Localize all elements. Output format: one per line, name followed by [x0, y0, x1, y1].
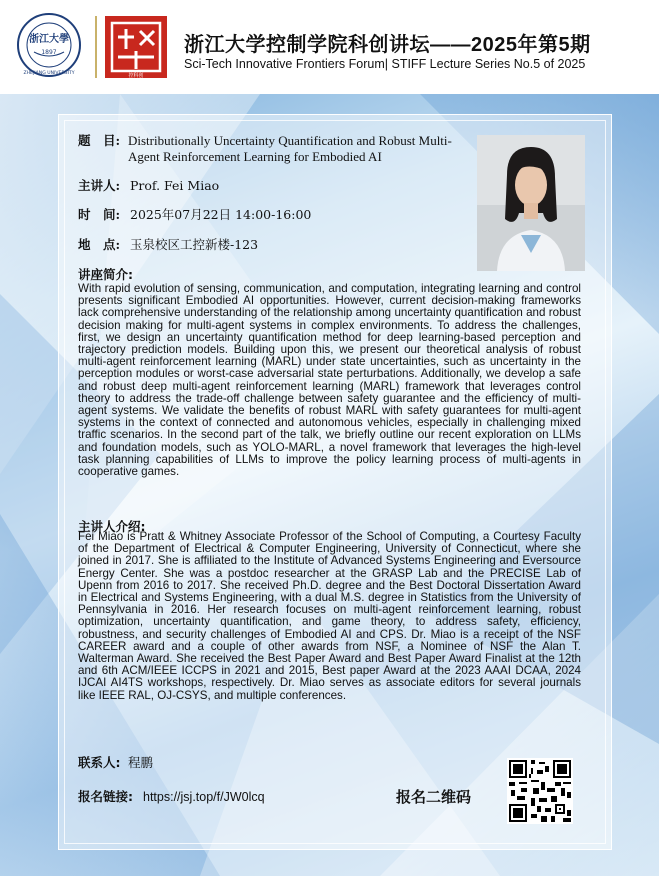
- signup-qr-code[interactable]: [507, 758, 573, 824]
- zju-logo-en: ZHEJIANG UNIVERSITY: [23, 71, 75, 76]
- lecture-title-row: [78, 133, 478, 165]
- lecture-place: 玉泉校区工控新楼-123: [130, 237, 259, 252]
- speaker-row: [78, 176, 219, 194]
- contact-name: 程鹏: [127, 755, 153, 770]
- lecture-time: 2025年07月22日 14:00-16:00: [130, 207, 312, 222]
- zju-logo-text: 浙江大學: [29, 34, 69, 45]
- time-label: 时 间:: [78, 207, 121, 222]
- abstract-heading: 讲座简介:: [78, 267, 133, 282]
- signup-row: [78, 787, 265, 805]
- header-divider: [95, 16, 97, 78]
- stiff-logo: [104, 15, 168, 79]
- place-label: 地 点:: [78, 237, 121, 252]
- signup-link[interactable]: https://jsj.top/f/JW0lcq: [143, 790, 265, 804]
- speaker-label: 主讲人:: [78, 178, 121, 193]
- signup-label: 报名链接:: [78, 789, 133, 804]
- bio-text: Fei Miao is Pratt & Whitney Associate Professor of the School of Computing, a Courtesy Faculty of the Department of Electrical & Computer Engineering, University of Connecticut, where she joined in 2017. She is affiliated to the Institute of Advanced Systems Engineering and Eversource Energy Center. She was a postdoc researcher at the GRASP Lab and the PRECISE Lab of Upenn from 2016 to 2017. She received Ph.D. degree and the Best Doctoral Dissertation Award in Electrical and Systems Engineering, with a dual M.S. degree in Statistics from the University of Pennsylvania in 2016. Her research focuses on multi-agent reinforcement learning, robust optimization, uncertainty quantification, and game theory, to address safety, efficiency, robustness, and security challenges of Embodied AI and CPS. Dr. Miao is a receipt of the NSF CAREER award and a couple of other awards from NSF, a Nominee of NSF the Alan T. Walterman Award. She received the Best Paper Award and Best Paper Award Finalist at the 12th and 6th ACM/IEEE ICCPS in 2021 and 2015, Best paper Award at the 2023 AAAI DCAA, 2024 IJCAI AI4TS workshops, respectively. Dr. Miao serves as associate editors for several journals like IEEE RAL, OJ-CSYS, and multiple conferences.: [78, 530, 581, 702]
- abstract-text: With rapid evolution of sensing, communication, and computation, integrating learning and control presents significant Embodied AI opportunities. However, current decision-making frameworks lack comprehensive understanding of the relationship among uncertainty quantification and robust decision making for multi-agent systems in complex environments. To address the challenges, first, we design an uncertainty quantification method for deep learning-based perception and trajectory prediction models. Building upon this, we present our theoretical analysis of robust multi-agent reinforcement learning (MARL) under state uncertainties, such as uncertainty in the perception modules or worst-case adversarial state perturbations. Additionally, we develop a safe and robust deep multi-agent reinforcement learning (MARL) framework that leverages control theory to address the trade-off challenge between safety guarantee and the efficiency of multi-agent systems. We validate the benefits of robust MARL with safety guarantees for multi-agent systems in the context of connected and autonomous vehicles, especially in challenging mixed traffic scenarios. In the second part of the talk, we briefly outline our recent exploration on LLMs and foundation models, such as YOLO-MARL, a novel framework that leverages the high-level task planning capabilities of LLMs to improve the policy learning process of multi-agents in cooperative games.: [78, 282, 581, 479]
- contact-label: 联系人:: [78, 755, 121, 770]
- contact-row: [78, 753, 153, 771]
- title-label: 题 目:: [78, 133, 121, 148]
- bio-heading: 主讲人介绍:: [78, 519, 146, 534]
- qr-caption: 报名二维码: [396, 788, 472, 806]
- title-chinese: 浙江大学控制学院科创讲坛——2025年第5期: [184, 34, 591, 56]
- stiff-logo-text: 控科创: [128, 73, 144, 79]
- page-header: [0, 0, 659, 94]
- lecture-title: Distributionally Uncertainty Quantification and Robust Multi-Agent Reinforcement Learning for Embodied AI: [128, 133, 452, 164]
- speaker-name: Prof. Fei Miao: [130, 178, 220, 193]
- place-row: [78, 235, 258, 253]
- speaker-photo: [477, 135, 585, 271]
- title-english: Sci-Tech Innovative Frontiers Forum| STIFF Lecture Series No.5 of 2025: [184, 57, 586, 71]
- time-row: [78, 205, 311, 223]
- zju-logo: [16, 12, 82, 78]
- zju-logo-year: 1897: [41, 49, 57, 56]
